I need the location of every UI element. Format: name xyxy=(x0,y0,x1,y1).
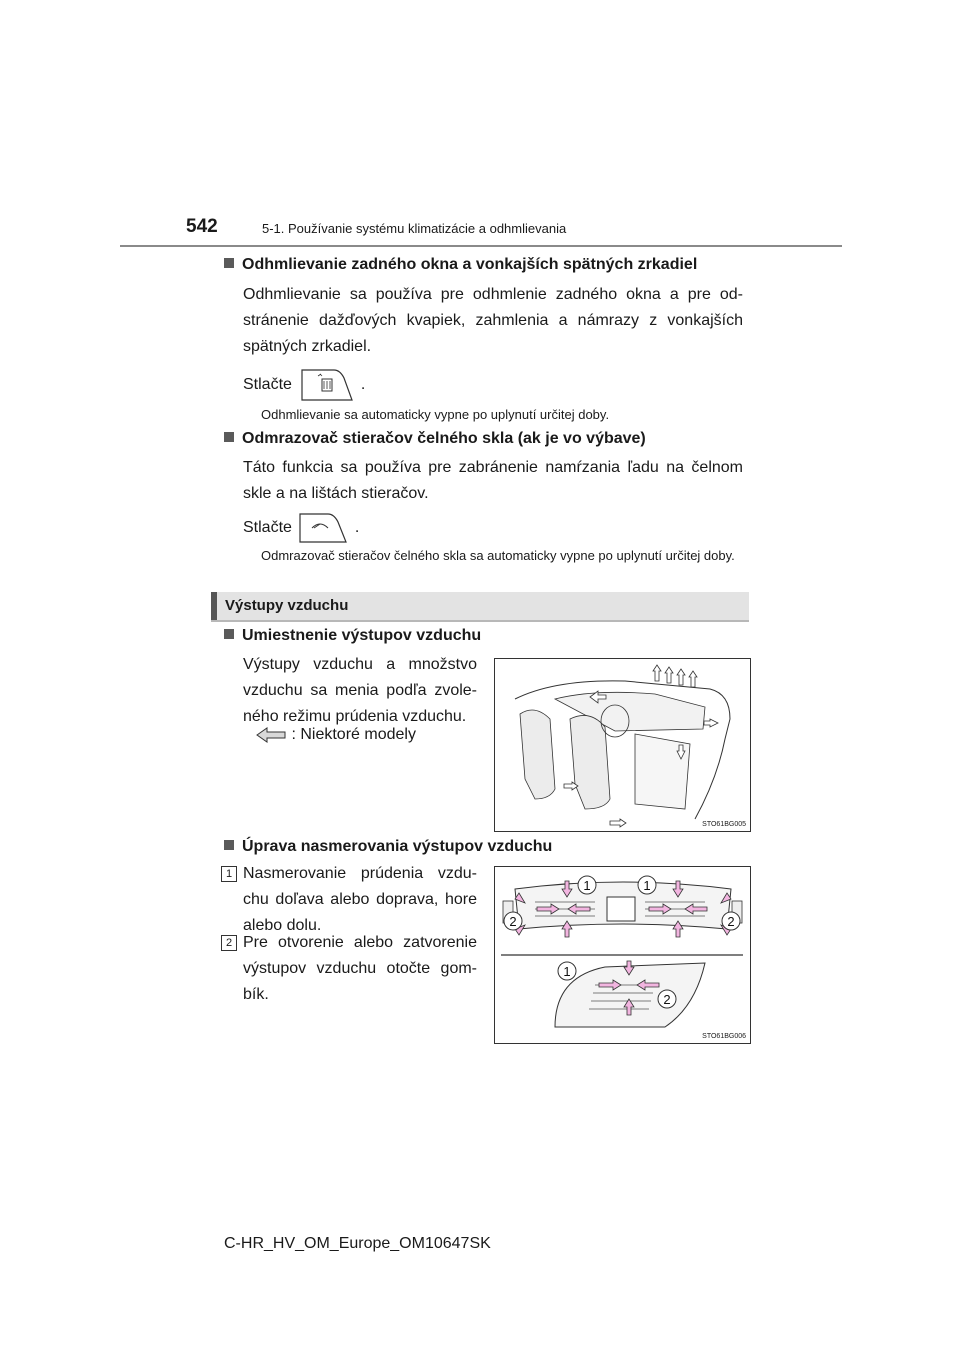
vent-adjust-item-1: Nasmerovanie prúdenia vzdu-chu doľava alebo doprava, hore alebo dolu. xyxy=(243,865,477,934)
wiper-deicer-button-icon xyxy=(296,510,350,546)
vent-illustration xyxy=(495,867,750,1043)
callout-2b: 2 xyxy=(727,914,735,929)
heading-text: Úprava nasmerovania výstupov vzduchu xyxy=(242,838,553,855)
heading-text: Odhmlievanie zadného okna a vonkajších spätných zrkadiel xyxy=(242,256,698,273)
vent-adjust-figure xyxy=(494,866,751,1044)
square-bullet-icon xyxy=(224,432,234,442)
callout-1b: 1 xyxy=(643,878,651,893)
callout-2a: 2 xyxy=(509,914,517,929)
wiper-deicer-press xyxy=(243,510,359,546)
vent-location-heading xyxy=(224,627,481,645)
rear-defogger-body: Odhmlievanie sa používa pre odhmlenie zadného okna a pre od-stránenie dažďových kvapiek, zahmlenia a námrazy z vonkajších spätných zrkadiel. xyxy=(243,286,743,355)
heading-text: Umiestnenie výstupov vzduchu xyxy=(242,627,482,644)
figure-code: STO61BG006 xyxy=(702,1033,746,1040)
item-number-2: 2 xyxy=(221,935,237,951)
some-models-legend xyxy=(255,722,416,748)
period: . xyxy=(360,376,366,394)
square-bullet-icon xyxy=(224,258,234,268)
page-number: 542 xyxy=(186,216,218,237)
square-bullet-icon xyxy=(224,840,234,850)
callout-1c: 1 xyxy=(563,964,571,979)
rear-defogger-press xyxy=(243,366,365,404)
vent-adjust-heading xyxy=(224,838,552,856)
item-number-1: 1 xyxy=(221,866,237,882)
rear-defogger-heading xyxy=(224,256,697,274)
press-label: Stlačte xyxy=(243,519,292,537)
dashed-arrow-icon xyxy=(255,725,287,745)
callout-2c: 2 xyxy=(663,992,671,1007)
document-footer: C-HR_HV_OM_Europe_OM10647SK xyxy=(224,1235,491,1252)
vent-location-body: Výstupy vzduchu a množstvo vzduchu sa menia podľa zvole-ného režimu prúdenia vzduchu. xyxy=(243,656,477,725)
section-title: Výstupy vzduchu xyxy=(225,597,349,614)
vent-location-figure xyxy=(494,658,751,832)
wiper-deicer-body: Táto funkcia sa používa pre zabránenie namŕzania ľadu na čelnom skle a na lištách stieračov. xyxy=(243,459,743,502)
section-title-bar xyxy=(211,592,749,622)
heading-text: Odmrazovač stieračov čelného skla (ak je vo výbave) xyxy=(242,430,646,447)
press-label: Stlačte xyxy=(243,376,292,394)
rear-defogger-button-icon xyxy=(296,366,356,404)
rear-defogger-note: Odhmlievanie sa automaticky vypne po uplynutí určitej doby. xyxy=(261,407,610,422)
callout-1a: 1 xyxy=(583,878,591,893)
square-bullet-icon xyxy=(224,629,234,639)
chapter-title: 5-1. Používanie systému klimatizácie a odhmlievania xyxy=(262,221,567,236)
car-interior-illustration xyxy=(495,659,750,831)
figure-code: STO61BG005 xyxy=(702,821,746,828)
legend-text: : Niektoré modely xyxy=(291,726,416,743)
header-rule xyxy=(120,245,842,247)
vent-adjust-item-2: Pre otvorenie alebo zatvorenie výstupov vzduchu otočte gom-bík. xyxy=(243,934,477,1003)
section-tick xyxy=(211,592,217,620)
period: . xyxy=(354,519,360,537)
wiper-deicer-note: Odmrazovač stieračov čelného skla sa automaticky vypne po uplynutí určitej doby. xyxy=(261,548,735,563)
wiper-deicer-heading xyxy=(224,430,646,448)
